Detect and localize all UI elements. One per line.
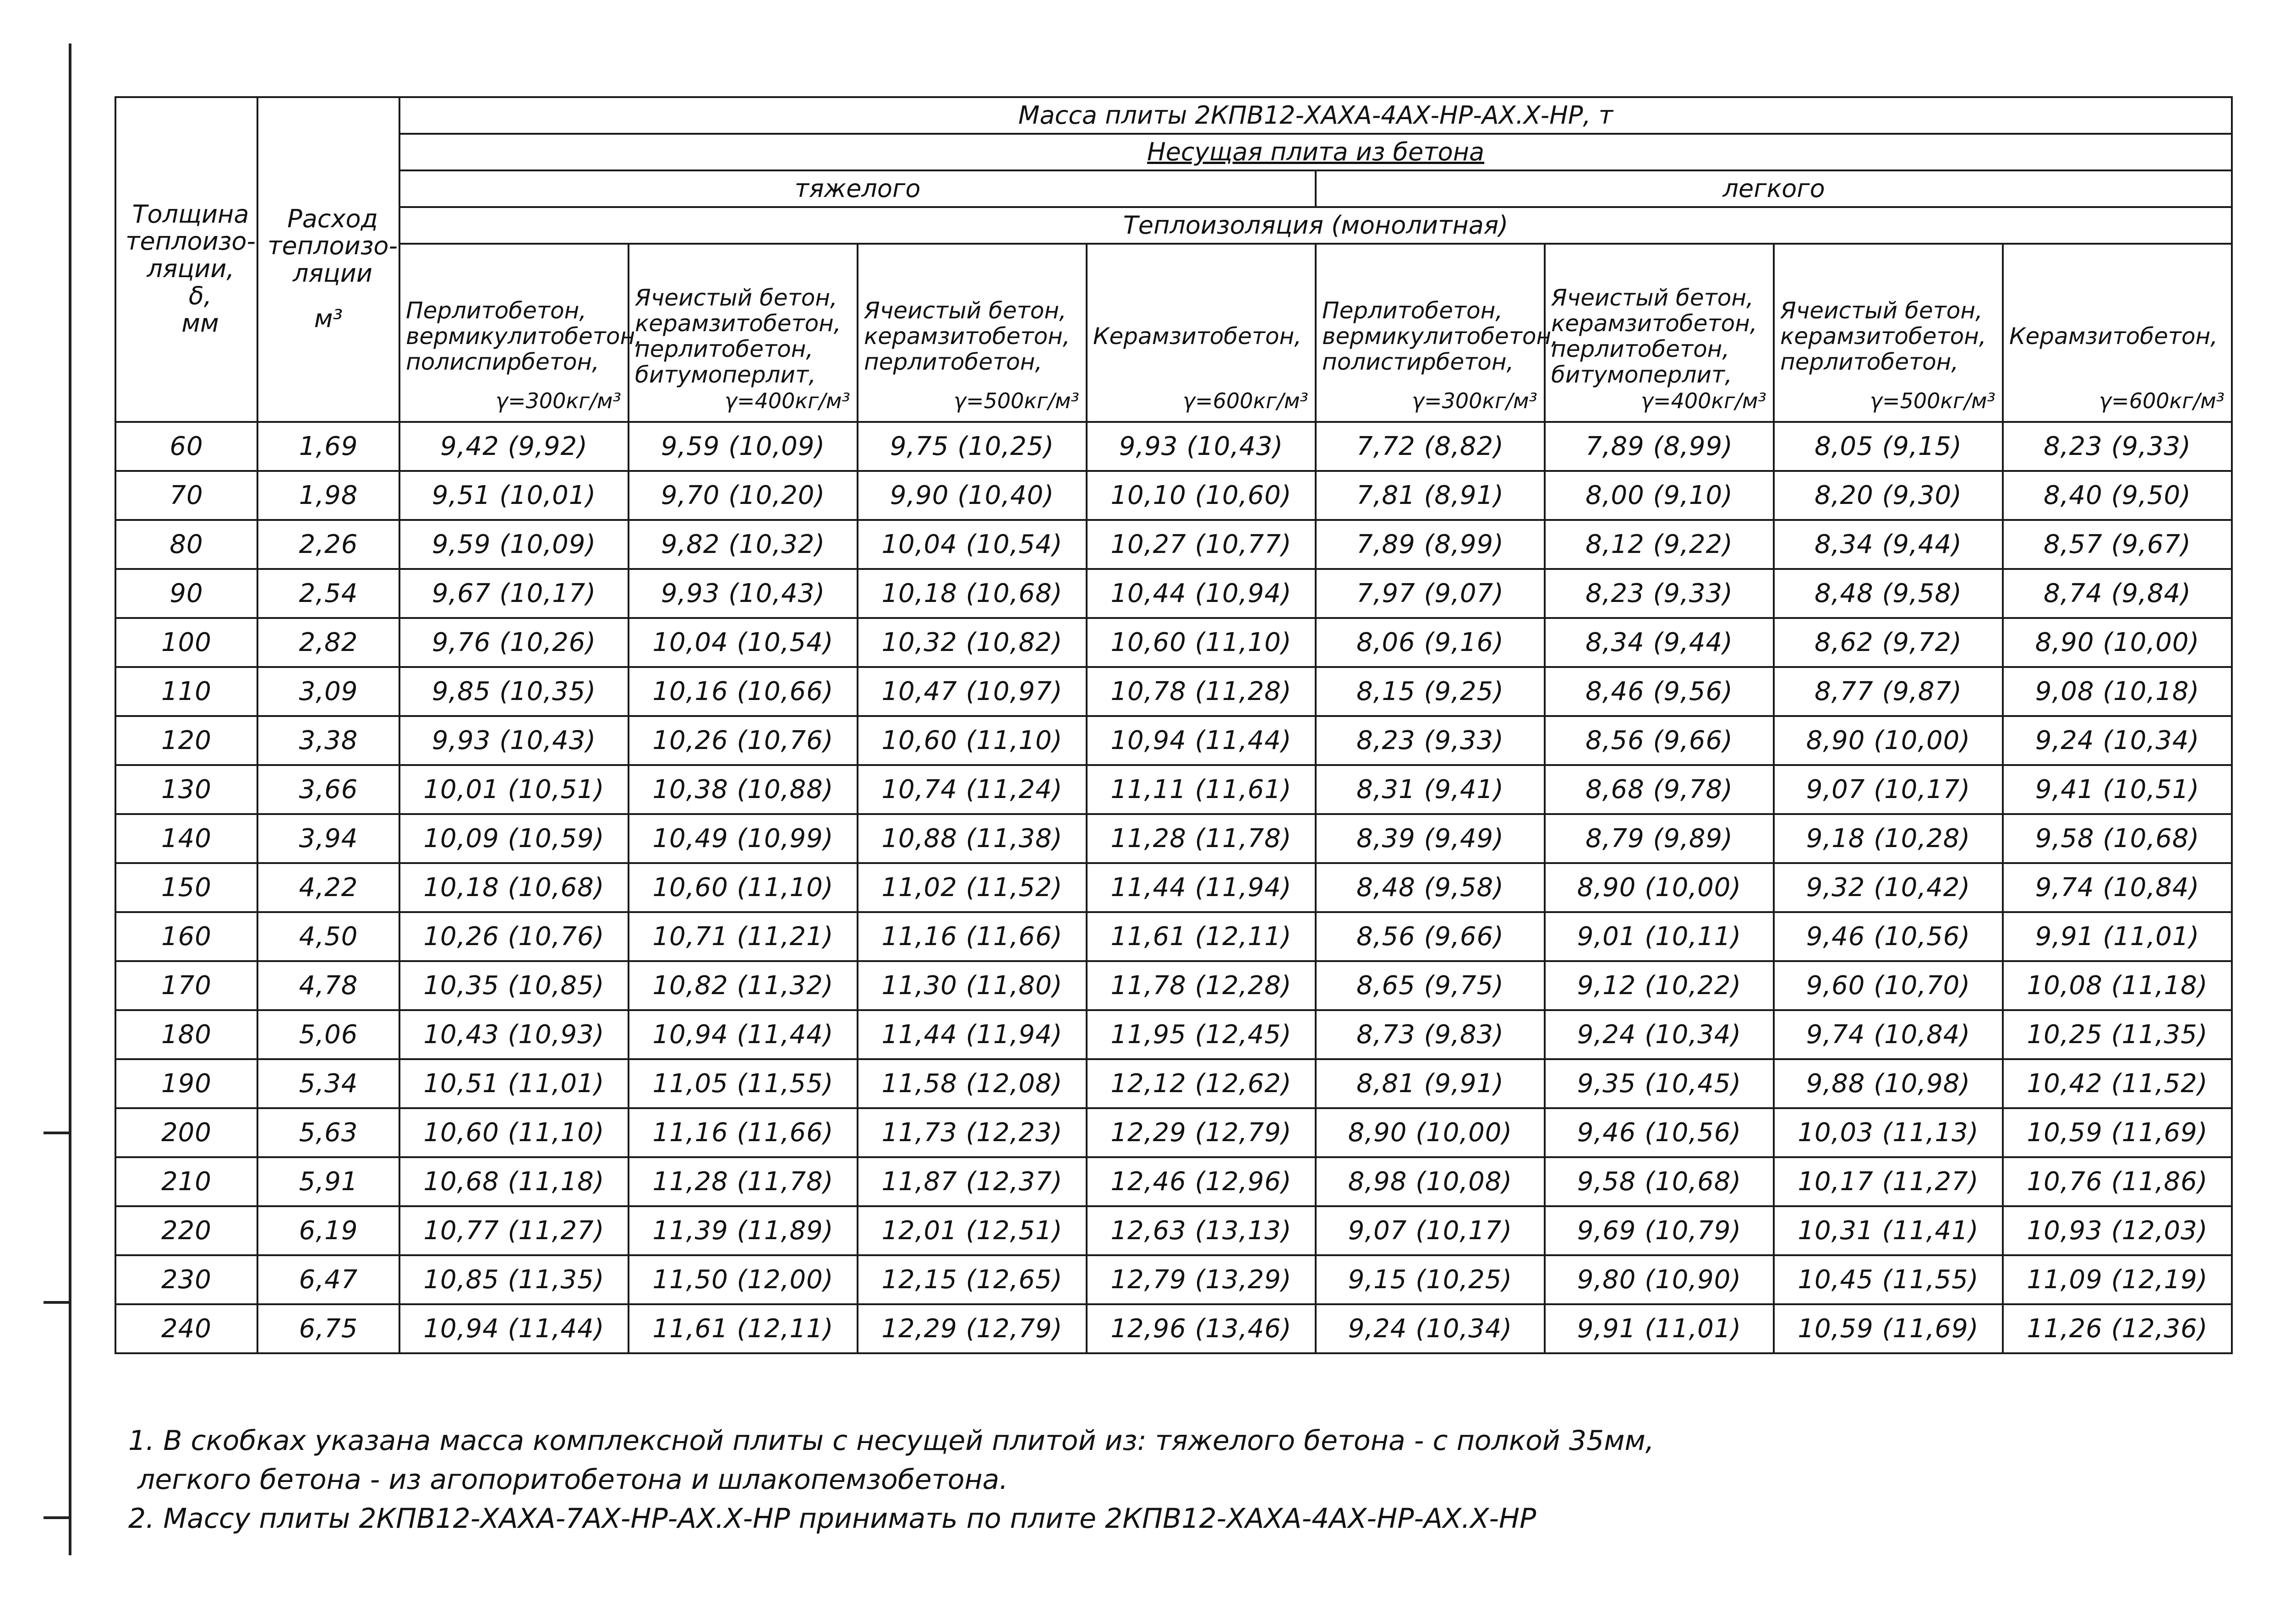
- mass-cell: 9,93 (10,43): [399, 716, 629, 765]
- mass-cell: 10,01 (10,51): [399, 765, 629, 814]
- mass-cell: 9,41 (10,51): [2003, 765, 2232, 814]
- material-header: [1774, 244, 2003, 422]
- mass-cell: 12,12 (12,62): [1087, 1059, 1316, 1108]
- margin-tick: [44, 1132, 71, 1134]
- material-density: γ=300кг/м³: [1411, 388, 1537, 414]
- mass-cell: 8,20 (9,30): [1774, 471, 2003, 520]
- volume-cell: 4,78: [257, 961, 399, 1010]
- mass-cell: 10,59 (11,69): [2003, 1108, 2232, 1157]
- mass-cell: 10,42 (11,52): [2003, 1059, 2232, 1108]
- mass-cell: 10,94 (11,44): [629, 1010, 858, 1059]
- table-row: [115, 1108, 2232, 1157]
- mass-cell: 11,44 (11,94): [1087, 863, 1316, 912]
- table-row: [115, 520, 2232, 569]
- mass-cell: 8,81 (9,91): [1316, 1059, 1545, 1108]
- volume-cell: 2,54: [257, 569, 399, 618]
- material-header: [629, 244, 858, 422]
- mass-cell: 10,10 (10,60): [1087, 471, 1316, 520]
- table-row: [115, 1255, 2232, 1304]
- mass-cell: 10,71 (11,21): [629, 912, 858, 961]
- mass-cell: 10,17 (11,27): [1774, 1157, 2003, 1206]
- volume-cell: 5,34: [257, 1059, 399, 1108]
- table-row: [115, 1304, 2232, 1353]
- mass-cell: 9,24 (10,34): [1545, 1010, 1774, 1059]
- mass-cell: 8,00 (9,10): [1545, 471, 1774, 520]
- margin-tick: [44, 1301, 71, 1304]
- mass-cell: 9,42 (9,92): [399, 422, 629, 471]
- material-name: Ячеистый бетон, керамзитобетон, перлитобетон, битумоперлит,: [635, 284, 841, 388]
- mass-cell: 7,81 (8,91): [1316, 471, 1545, 520]
- thickness-cell: 200: [115, 1108, 257, 1157]
- material-density: γ=500кг/м³: [953, 388, 1079, 414]
- volume-cell: 4,50: [257, 912, 399, 961]
- material-header: [399, 244, 643, 422]
- thickness-cell: 110: [115, 667, 257, 716]
- mass-cell: 9,46 (10,56): [1545, 1108, 1774, 1157]
- mass-cell: 9,07 (10,17): [1774, 765, 2003, 814]
- mass-cell: 9,91 (11,01): [1545, 1304, 1774, 1353]
- mass-cell: 8,31 (9,41): [1316, 765, 1545, 814]
- mass-cell: 8,34 (9,44): [1545, 618, 1774, 667]
- mass-cell: 10,38 (10,88): [629, 765, 858, 814]
- mass-cell: 11,95 (12,45): [1087, 1010, 1316, 1059]
- volume-cell: 3,94: [257, 814, 399, 863]
- mass-cell: 11,58 (12,08): [858, 1059, 1087, 1108]
- mass-cell: 9,07 (10,17): [1316, 1206, 1545, 1255]
- mass-cell: 12,29 (12,79): [1087, 1108, 1316, 1157]
- material-header: [858, 244, 1087, 422]
- mass-cell: 11,02 (11,52): [858, 863, 1087, 912]
- mass-cell: 9,51 (10,01): [399, 471, 629, 520]
- mass-cell: 9,93 (10,43): [1087, 422, 1316, 471]
- note-2: 2. Массу плиты 2КПВ12-ХАХА-7АХ-НР-АХ.Х-НР принимать по плите 2КПВ12-ХАХА-4АХ-НР-АХ.Х-НР: [128, 1503, 1536, 1535]
- mass-cell: 10,31 (11,41): [1774, 1206, 2003, 1255]
- mass-cell: 9,82 (10,32): [629, 520, 858, 569]
- table-row: [115, 961, 2232, 1010]
- mass-cell: 10,94 (11,44): [1087, 716, 1316, 765]
- plate-mass-table: [115, 96, 2233, 1354]
- mass-cell: 9,12 (10,22): [1545, 961, 1774, 1010]
- mass-cell: 11,09 (12,19): [2003, 1255, 2232, 1304]
- mass-cell: 9,18 (10,28): [1774, 814, 2003, 863]
- mass-cell: 8,46 (9,56): [1545, 667, 1774, 716]
- mass-cell: 7,89 (8,99): [1545, 422, 1774, 471]
- mass-cell: 10,26 (10,76): [399, 912, 629, 961]
- mass-cell: 9,85 (10,35): [399, 667, 629, 716]
- mass-cell: 9,46 (10,56): [1774, 912, 2003, 961]
- mass-cell: 8,98 (10,08): [1316, 1157, 1545, 1206]
- mass-cell: 10,88 (11,38): [858, 814, 1087, 863]
- thickness-cell: 140: [115, 814, 257, 863]
- mass-cell: 8,23 (9,33): [2003, 422, 2232, 471]
- table-row: [115, 569, 2232, 618]
- mass-cell: 9,91 (11,01): [2003, 912, 2232, 961]
- volume-cell: 3,66: [257, 765, 399, 814]
- volume-cell: 2,82: [257, 618, 399, 667]
- volume-cell: 6,75: [257, 1304, 399, 1353]
- table-row: [115, 618, 2232, 667]
- mass-cell: 11,61 (12,11): [1087, 912, 1316, 961]
- mass-cell: 9,60 (10,70): [1774, 961, 2003, 1010]
- mass-cell: 8,73 (9,83): [1316, 1010, 1545, 1059]
- mass-cell: 10,43 (10,93): [399, 1010, 629, 1059]
- mass-cell: 8,90 (10,00): [1316, 1108, 1545, 1157]
- mass-cell: 9,93 (10,43): [629, 569, 858, 618]
- thickness-cell: 70: [115, 471, 257, 520]
- mass-cell: 10,85 (11,35): [399, 1255, 629, 1304]
- mass-cell: 10,18 (10,68): [399, 863, 629, 912]
- mass-cell: 10,44 (10,94): [1087, 569, 1316, 618]
- mass-cell: 12,15 (12,65): [858, 1255, 1087, 1304]
- table-row: [115, 765, 2232, 814]
- thickness-cell: 120: [115, 716, 257, 765]
- mass-cell: 10,60 (11,10): [399, 1108, 629, 1157]
- mass-cell: 10,18 (10,68): [858, 569, 1087, 618]
- group-heavy-header: тяжелого: [399, 170, 1316, 207]
- mass-cell: 9,24 (10,34): [1316, 1304, 1545, 1353]
- mass-cell: 10,82 (11,32): [629, 961, 858, 1010]
- volume-cell: 2,26: [257, 520, 399, 569]
- mass-cell: 8,48 (9,58): [1316, 863, 1545, 912]
- mass-cell: 8,23 (9,33): [1316, 716, 1545, 765]
- mass-cell: 9,75 (10,25): [858, 422, 1087, 471]
- mass-cell: 8,79 (9,89): [1545, 814, 1774, 863]
- material-density: γ=300кг/м³: [495, 388, 621, 414]
- mass-cell: 10,35 (10,85): [399, 961, 629, 1010]
- mass-cell: 9,90 (10,40): [858, 471, 1087, 520]
- thickness-cell: 60: [115, 422, 257, 471]
- thickness-cell: 170: [115, 961, 257, 1010]
- table-row: [115, 1206, 2232, 1255]
- mass-cell: 11,78 (12,28): [1087, 961, 1316, 1010]
- material-name: Ячеистый бетон, керамзитобетон, перлитобетон, битумоперлит,: [1551, 284, 1757, 388]
- mass-cell: 9,76 (10,26): [399, 618, 629, 667]
- mass-cell: 10,77 (11,27): [399, 1206, 629, 1255]
- mass-cell: 11,30 (11,80): [858, 961, 1087, 1010]
- binding-margin-line: [69, 44, 71, 1555]
- material-name: Перлитобетон, вермикулитобетон, полиспирбетон,: [406, 297, 643, 375]
- mass-cell: 8,57 (9,67): [2003, 520, 2232, 569]
- material-header: [2003, 244, 2232, 422]
- mass-cell: 11,50 (12,00): [629, 1255, 858, 1304]
- volume-cell: 4,22: [257, 863, 399, 912]
- table-row: [115, 471, 2232, 520]
- mass-cell: 8,74 (9,84): [2003, 569, 2232, 618]
- table-row: [115, 716, 2232, 765]
- thickness-cell: 240: [115, 1304, 257, 1353]
- mass-cell: 10,76 (11,86): [2003, 1157, 2232, 1206]
- material-density: γ=500кг/м³: [1870, 388, 1995, 414]
- table-row: [115, 863, 2232, 912]
- volume-header: Расход теплоизо- ляции м³: [257, 97, 399, 422]
- mass-cell: 10,74 (11,24): [858, 765, 1087, 814]
- mass-cell: 10,25 (11,35): [2003, 1010, 2232, 1059]
- mass-cell: 10,08 (11,18): [2003, 961, 2232, 1010]
- mass-cell: 9,08 (10,18): [2003, 667, 2232, 716]
- table-row: [115, 1059, 2232, 1108]
- mass-cell: 11,11 (11,61): [1087, 765, 1316, 814]
- mass-cell: 9,70 (10,20): [629, 471, 858, 520]
- mass-cell: 11,39 (11,89): [629, 1206, 858, 1255]
- table-row: [115, 667, 2232, 716]
- volume-cell: 3,09: [257, 667, 399, 716]
- mass-cell: 8,39 (9,49): [1316, 814, 1545, 863]
- table-row: [115, 1010, 2232, 1059]
- volume-cell: 6,19: [257, 1206, 399, 1255]
- thickness-cell: 130: [115, 765, 257, 814]
- thickness-cell: 230: [115, 1255, 257, 1304]
- mass-cell: 9,58 (10,68): [1545, 1157, 1774, 1206]
- mass-cell: 9,58 (10,68): [2003, 814, 2232, 863]
- mass-cell: 11,61 (12,11): [629, 1304, 858, 1353]
- mass-cell: 11,16 (11,66): [858, 912, 1087, 961]
- material-name: Керамзитобетон,: [2009, 323, 2218, 350]
- mass-cell: 10,32 (10,82): [858, 618, 1087, 667]
- mass-cell: 11,44 (11,94): [858, 1010, 1087, 1059]
- mass-cell: 11,28 (11,78): [629, 1157, 858, 1206]
- mass-cell: 10,60 (11,10): [858, 716, 1087, 765]
- insulation-header: Теплоизоляция (монолитная): [399, 207, 2232, 244]
- mass-cell: 8,90 (10,00): [2003, 618, 2232, 667]
- thickness-header: Толщина теплоизо- ляции, δ, мм: [115, 97, 257, 422]
- mass-cell: 9,59 (10,09): [629, 422, 858, 471]
- thickness-cell: 180: [115, 1010, 257, 1059]
- thickness-cell: 190: [115, 1059, 257, 1108]
- group-light-header: легкого: [1316, 170, 2232, 207]
- thickness-cell: 150: [115, 863, 257, 912]
- mass-cell: 7,89 (8,99): [1316, 520, 1545, 569]
- mass-cell: 8,68 (9,78): [1545, 765, 1774, 814]
- mass-cell: 10,59 (11,69): [1774, 1304, 2003, 1353]
- mass-cell: 12,79 (13,29): [1087, 1255, 1316, 1304]
- material-density: γ=600кг/м³: [1182, 388, 1308, 414]
- mass-cell: 9,35 (10,45): [1545, 1059, 1774, 1108]
- mass-cell: 10,09 (10,59): [399, 814, 629, 863]
- mass-cell: 11,87 (12,37): [858, 1157, 1087, 1206]
- table-subtitle: Несущая плита из бетона: [399, 134, 2232, 170]
- mass-cell: 10,68 (11,18): [399, 1157, 629, 1206]
- mass-cell: 8,15 (9,25): [1316, 667, 1545, 716]
- mass-cell: 9,32 (10,42): [1774, 863, 2003, 912]
- material-header: [1087, 244, 1316, 422]
- mass-cell: 10,78 (11,28): [1087, 667, 1316, 716]
- mass-cell: 9,69 (10,79): [1545, 1206, 1774, 1255]
- mass-cell: 8,62 (9,72): [1774, 618, 2003, 667]
- mass-cell: 10,60 (11,10): [629, 863, 858, 912]
- mass-cell: 8,77 (9,87): [1774, 667, 2003, 716]
- table-row: [115, 422, 2232, 471]
- thickness-cell: 90: [115, 569, 257, 618]
- mass-cell: 9,74 (10,84): [2003, 863, 2232, 912]
- mass-cell: 8,12 (9,22): [1545, 520, 1774, 569]
- table-row: [115, 1157, 2232, 1206]
- volume-cell: 5,06: [257, 1010, 399, 1059]
- material-name: Ячеистый бетон, керамзитобетон, перлитобетон,: [1780, 297, 1986, 375]
- volume-cell: 6,47: [257, 1255, 399, 1304]
- mass-cell: 10,45 (11,55): [1774, 1255, 2003, 1304]
- note-1-line-2: легкого бетона - из агопоритобетона и шлакопемзобетона.: [137, 1464, 1008, 1496]
- thickness-cell: 80: [115, 520, 257, 569]
- mass-cell: 9,74 (10,84): [1774, 1010, 2003, 1059]
- mass-cell: 11,05 (11,55): [629, 1059, 858, 1108]
- material-density: γ=400кг/м³: [1640, 388, 1766, 414]
- table-row: [115, 912, 2232, 961]
- mass-cell: 10,03 (11,13): [1774, 1108, 2003, 1157]
- mass-cell: 10,93 (12,03): [2003, 1206, 2232, 1255]
- mass-cell: 11,16 (11,66): [629, 1108, 858, 1157]
- thickness-cell: 220: [115, 1206, 257, 1255]
- mass-cell: 12,96 (13,46): [1087, 1304, 1316, 1353]
- mass-cell: 8,90 (10,00): [1774, 716, 2003, 765]
- mass-cell: 8,56 (9,66): [1316, 912, 1545, 961]
- mass-cell: 8,34 (9,44): [1774, 520, 2003, 569]
- mass-cell: 11,73 (12,23): [858, 1108, 1087, 1157]
- table-title: Масса плиты 2КПВ12-ХАХА-4АХ-НР-АХ.Х-НР, т: [399, 97, 2232, 134]
- mass-cell: 10,60 (11,10): [1087, 618, 1316, 667]
- mass-cell: 10,04 (10,54): [629, 618, 858, 667]
- mass-cell: 11,26 (12,36): [2003, 1304, 2232, 1353]
- mass-cell: 8,48 (9,58): [1774, 569, 2003, 618]
- mass-cell: 10,26 (10,76): [629, 716, 858, 765]
- mass-cell: 9,15 (10,25): [1316, 1255, 1545, 1304]
- mass-cell: 12,29 (12,79): [858, 1304, 1087, 1353]
- mass-cell: 8,56 (9,66): [1545, 716, 1774, 765]
- mass-cell: 9,67 (10,17): [399, 569, 629, 618]
- mass-cell: 10,16 (10,66): [629, 667, 858, 716]
- mass-cell: 12,46 (12,96): [1087, 1157, 1316, 1206]
- mass-cell: 8,06 (9,16): [1316, 618, 1545, 667]
- mass-cell: 11,28 (11,78): [1087, 814, 1316, 863]
- mass-cell: 9,01 (10,11): [1545, 912, 1774, 961]
- mass-cell: 9,24 (10,34): [2003, 716, 2232, 765]
- mass-cell: 9,59 (10,09): [399, 520, 629, 569]
- table-row: [115, 814, 2232, 863]
- material-header: [1545, 244, 1774, 422]
- mass-cell: 10,47 (10,97): [858, 667, 1087, 716]
- mass-cell: 8,65 (9,75): [1316, 961, 1545, 1010]
- mass-cell: 8,23 (9,33): [1545, 569, 1774, 618]
- mass-cell: 9,88 (10,98): [1774, 1059, 2003, 1108]
- mass-cell: 10,04 (10,54): [858, 520, 1087, 569]
- material-name: Ячеистый бетон, керамзитобетон, перлитобетон,: [864, 297, 1070, 375]
- material-name: Перлитобетон, вермикулитобетон, полистирбетон,: [1322, 297, 1559, 375]
- mass-cell: 10,51 (11,01): [399, 1059, 629, 1108]
- mass-cell: 9,80 (10,90): [1545, 1255, 1774, 1304]
- volume-cell: 1,98: [257, 471, 399, 520]
- material-density: γ=400кг/м³: [724, 388, 850, 414]
- margin-tick: [44, 1516, 71, 1519]
- mass-cell: 10,94 (11,44): [399, 1304, 629, 1353]
- mass-cell: 8,40 (9,50): [2003, 471, 2232, 520]
- mass-cell: 7,72 (8,82): [1316, 422, 1545, 471]
- volume-cell: 5,91: [257, 1157, 399, 1206]
- material-name: Керамзитобетон,: [1093, 323, 1302, 350]
- material-header: [1316, 244, 1559, 422]
- volume-cell: 3,38: [257, 716, 399, 765]
- mass-cell: 10,49 (10,99): [629, 814, 858, 863]
- mass-cell: 7,97 (9,07): [1316, 569, 1545, 618]
- material-density: γ=600кг/м³: [2099, 388, 2225, 414]
- thickness-cell: 210: [115, 1157, 257, 1206]
- volume-cell: 5,63: [257, 1108, 399, 1157]
- thickness-cell: 160: [115, 912, 257, 961]
- volume-cell: 1,69: [257, 422, 399, 471]
- mass-cell: 8,90 (10,00): [1545, 863, 1774, 912]
- note-1-line-1: 1. В скобках указана масса комплексной плиты с несущей плитой из: тяжелого бетона - с полкой 35мм,: [128, 1425, 1654, 1457]
- mass-cell: 12,01 (12,51): [858, 1206, 1087, 1255]
- thickness-cell: 100: [115, 618, 257, 667]
- mass-cell: 8,05 (9,15): [1774, 422, 2003, 471]
- mass-cell: 10,27 (10,77): [1087, 520, 1316, 569]
- mass-cell: 12,63 (13,13): [1087, 1206, 1316, 1255]
